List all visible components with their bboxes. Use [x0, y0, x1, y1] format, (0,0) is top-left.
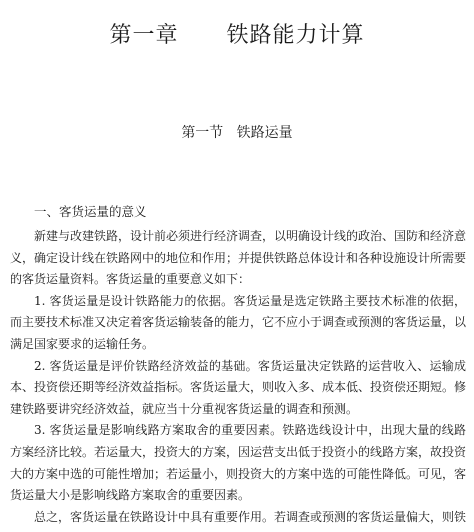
body-text: [10, 226, 466, 528]
section-title: 第一节 铁路运量: [181, 125, 293, 141]
paragraph-point-2: 2. 客货运量是评价铁路经济效益的基础。客货运量决定铁路的运营收入、运输成本、投资偿还期等经济效益指标。客货运量大，则收入多、成本低、投资偿还期短。修建铁路要讲究经济效益，就应当十分重视客货运量的调查和预测。: [10, 358, 467, 416]
paragraph-point-1: 1. 客货运量是设计铁路能力的依据。客货运量是选定铁路主要技术标准的依据，而主要技术标准又决定着客货运输装备的能力，它不应小于调查或预测的客货运量，以满足国家要求的运输任务。: [10, 293, 467, 351]
paragraph-point-3: 3. 客货运量是影响线路方案取舍的重要因素。铁路选线设计中，出现大量的线路方案经济比较。若运量大，投资大的方案，因运营支出低于投资小的线路方案，故投资大的方案中选的可能性增加；若运量小，则投资大的方案中选的可能性降低。可见，客货运量大小是影响线路方案取舍的重要因素。: [10, 423, 467, 503]
paragraph-summary: 总之，客货运量在铁路设计中具有重要作用。若调查或预测的客货运量偏大，则铁: [34, 509, 467, 524]
chapter-title: 第一章 铁路能力计算: [109, 23, 365, 48]
subheading: 一、客货运量的意义: [34, 204, 147, 219]
paragraph-intro: 新建与改建铁路，设计前必须进行经济调查，以明确设计线的政治、国防和经济意义，确定设计线在铁路网中的地位和作用；并提供铁路总体设计和各种设施设计所需要的客货运量资料。客货运量的重要意义如下：: [10, 229, 467, 287]
